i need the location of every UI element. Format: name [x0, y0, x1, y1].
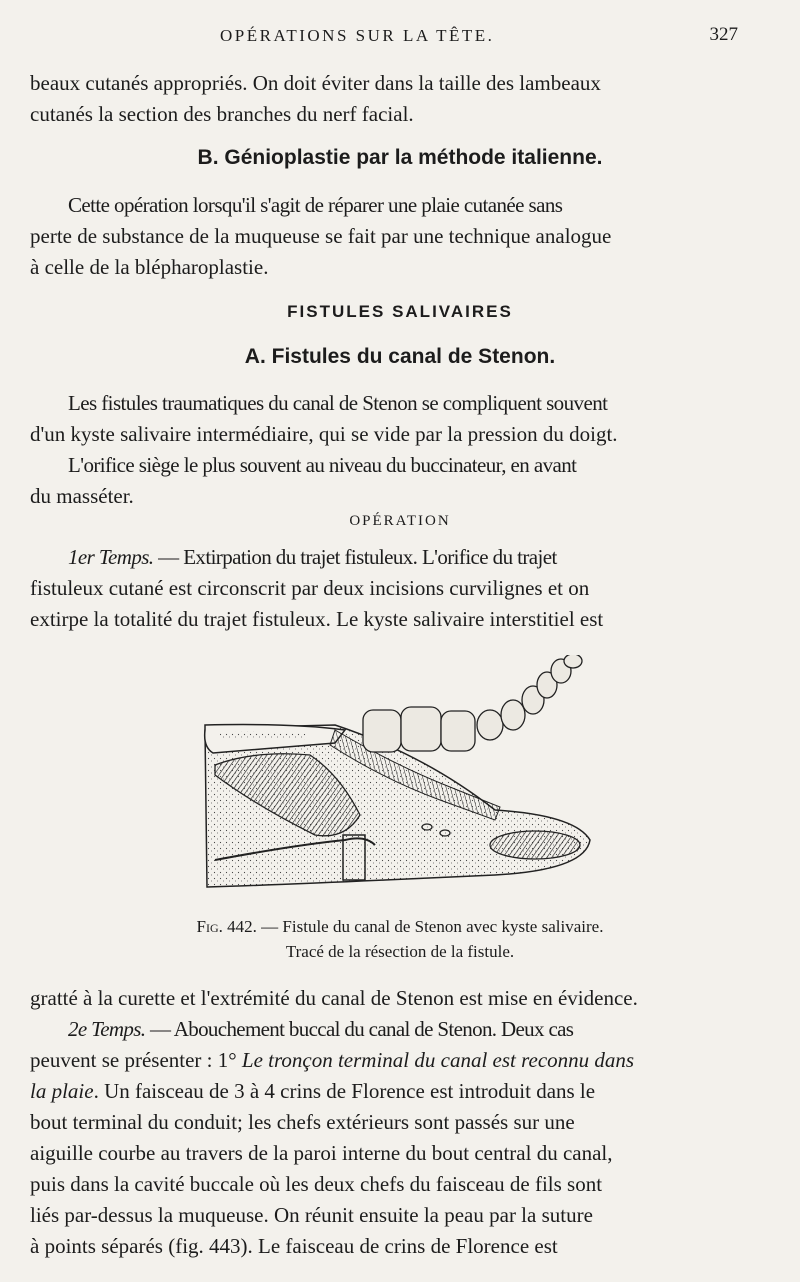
temps2-line2-italic: Le tronçon terminal du canal est reconnu dans: [241, 1048, 635, 1072]
text-line: fistuleux cutané est circonscrit par deux incisions curvilignes et on: [30, 576, 590, 600]
running-head: OPÉRATIONS SUR LA TÊTE.: [220, 26, 495, 45]
section-a-paragraph: [30, 388, 770, 512]
anatomical-figure: [195, 655, 595, 895]
text-line: du masséter.: [30, 484, 134, 508]
temps2-paragraph: [30, 983, 770, 1262]
page-number: 327: [709, 24, 738, 45]
page-header: [0, 22, 800, 52]
temps2-line2-plain: peuvent se présenter : 1°: [30, 1048, 242, 1072]
text-line: à celle de la blépharoplastie.: [30, 255, 269, 279]
text-line: [30, 1076, 770, 1107]
section-b-heading: B. Génioplastie par la méthode italienne.: [197, 146, 603, 169]
operation-heading: OPÉRATION: [349, 513, 451, 529]
figure-caption-line1: [0, 914, 800, 939]
figure-caption-line2: Tracé de la résection de la fistule.: [285, 942, 515, 961]
section-b-paragraph: [30, 190, 770, 283]
temps1-label: 1er Temps.: [68, 545, 154, 569]
figure-caption-prefix: Fig. 442.: [196, 917, 257, 936]
temps1-line-rest: — Extirpation du trajet fistuleux. L'orifice du trajet: [158, 545, 557, 569]
temps2-line3-italic: la plaie: [30, 1079, 94, 1103]
teeth-row: [363, 655, 582, 752]
text-line: aiguille courbe au travers de la paroi interne du bout central du canal,: [30, 1141, 613, 1165]
text-line: puis dans la cavité buccale où les deux chefs du faisceau de fils sont: [30, 1172, 603, 1196]
text-line: Cette opération lorsqu'il s'agit de réparer une plaie cutanée sans: [68, 193, 563, 217]
temps2-line3-rest: . Un faisceau de 3 à 4 crins de Florence est introduit dans le: [93, 1079, 596, 1103]
text-line: [30, 542, 770, 573]
section-a-heading: A. Fistules du canal de Stenon.: [244, 345, 556, 368]
text-line: à points séparés (fig. 443). Le faisceau de crins de Florence est: [30, 1234, 558, 1258]
text-line: L'orifice siège le plus souvent au niveau du buccinateur, en avant: [68, 453, 577, 477]
text-line: liés par-dessus la muqueuse. On réunit ensuite la peau par la suture: [30, 1203, 593, 1227]
text-line: extirpe la totalité du trajet fistuleux. Le kyste salivaire interstitiel est: [30, 607, 604, 631]
temps2-label: 2e Temps.: [68, 1017, 146, 1041]
text-line: cutanés la section des branches du nerf facial.: [30, 102, 414, 126]
text-line: [30, 1045, 770, 1076]
chapter-heading: FISTULES SALIVAIRES: [287, 302, 513, 321]
intro-paragraph: [30, 68, 770, 130]
temps2-line-rest: — Abouchement buccal du canal de Stenon. Deux cas: [149, 1017, 574, 1041]
salivary-cyst: [490, 831, 580, 859]
text-line: perte de substance de la muqueuse se fait par une technique analogue: [30, 224, 612, 248]
text-line: d'un kyste salivaire intermédiaire, qui se vide par la pression du doigt.: [30, 422, 618, 446]
figure-caption-text: — Fistule du canal de Stenon avec kyste salivaire.: [261, 917, 604, 936]
text-line: Les fistules traumatiques du canal de Stenon se compliquent souvent: [68, 391, 608, 415]
text-line: bout terminal du conduit; les chefs extérieurs sont passés sur une: [30, 1110, 575, 1134]
temps1-paragraph: [30, 542, 770, 635]
text-line: beaux cutanés appropriés. On doit éviter dans la taille des lambeaux: [30, 71, 601, 95]
text-line: gratté à la curette et l'extrémité du canal de Stenon est mise en évidence.: [30, 986, 638, 1010]
text-line: [30, 1014, 770, 1045]
